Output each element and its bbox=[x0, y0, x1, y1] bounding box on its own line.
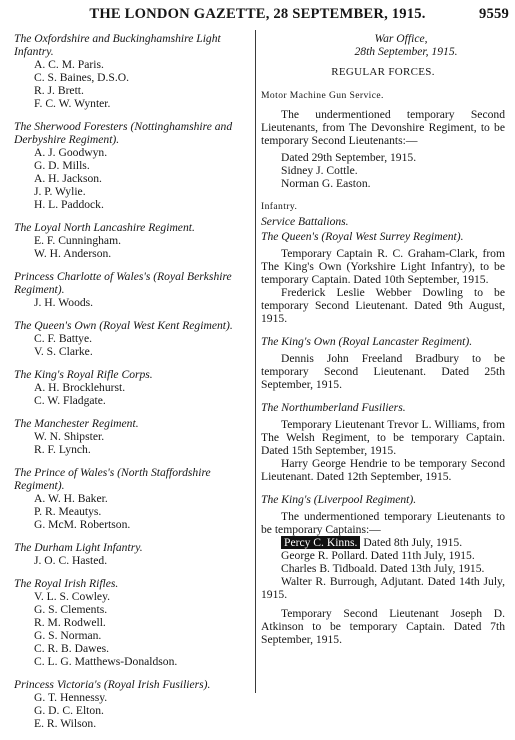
regiment-block bbox=[14, 368, 250, 407]
notice-dated: Dated 8th July, 1915. bbox=[363, 536, 463, 549]
office-line: War Office, bbox=[374, 32, 428, 45]
officer-name: A. J. Goodwyn. bbox=[34, 146, 108, 159]
regiment-heading: The Sherwood Foresters (Nottinghamshire and Derbyshire Regiment). bbox=[14, 120, 233, 146]
officer-name: G. T. Hennessy. bbox=[34, 691, 108, 704]
regiment-heading: The King's (Liverpool Regiment). bbox=[261, 493, 417, 506]
regiment-block bbox=[14, 221, 250, 260]
regiment-block bbox=[14, 678, 250, 730]
officer-name: V. S. Clarke. bbox=[34, 345, 93, 358]
service-battalions-heading: Service Battalions. bbox=[261, 215, 349, 228]
regiment-heading: Princess Charlotte of Wales's (Royal Berkshire Regiment). bbox=[14, 270, 232, 296]
notice-paragraph bbox=[261, 536, 505, 549]
column-divider bbox=[255, 30, 256, 693]
officer-name: G. D. C. Elton. bbox=[34, 704, 104, 717]
officer-name: V. L. S. Cowley. bbox=[34, 590, 111, 603]
notice-paragraph: Dennis John Freeland Bradbury to be temporary Second Lieutenant. Dated 25th September, 1915. bbox=[261, 352, 505, 391]
officer-name: R. M. Rodwell. bbox=[34, 616, 106, 629]
officer-name: P. R. Meautys. bbox=[34, 505, 102, 518]
regiment-heading: The Royal Irish Rifles. bbox=[14, 577, 119, 590]
highlighted-name: Percy C. Kinns. bbox=[281, 536, 360, 549]
notice-paragraph: Frederick Leslie Webber Dowling to be temporary Second Lieutenant. Dated 9th August, 1915. bbox=[261, 286, 505, 325]
left-column bbox=[14, 32, 250, 740]
regiment-block bbox=[14, 577, 250, 668]
page-header bbox=[0, 6, 515, 26]
regiment-block bbox=[14, 319, 250, 358]
notice-dated: Dated 29th September, 1915. bbox=[281, 151, 417, 164]
regiment-heading: The Durham Light Infantry. bbox=[14, 541, 143, 554]
regiment-heading: The King's Own (Royal Lancaster Regiment). bbox=[261, 335, 473, 348]
officer-name: C. R. B. Dawes. bbox=[34, 642, 110, 655]
regiment-block bbox=[261, 401, 505, 483]
notice-paragraph: George R. Pollard. Dated 11th July, 1915. bbox=[281, 549, 475, 562]
regiment-block bbox=[14, 417, 250, 456]
officer-name: G. D. Mills. bbox=[34, 159, 90, 172]
officer-name: A. C. M. Paris. bbox=[34, 58, 104, 71]
officer-name: C. F. Battye. bbox=[34, 332, 93, 345]
officer-name: J. O. C. Hasted. bbox=[34, 554, 108, 567]
officer-name: Sidney J. Cottle. bbox=[281, 164, 358, 177]
officer-name: C. W. Fladgate. bbox=[34, 394, 106, 407]
regiment-block bbox=[14, 466, 250, 531]
mmgs-section bbox=[261, 89, 505, 190]
page-number: 9559 bbox=[479, 6, 509, 22]
officer-name: R. F. Lynch. bbox=[34, 443, 91, 456]
office-date: 28th September, 1915. bbox=[354, 45, 458, 58]
officer-name: E. R. Wilson. bbox=[34, 717, 97, 730]
regiment-heading: The Oxfordshire and Buckinghamshire Light Infantry. bbox=[14, 32, 221, 58]
officer-name: F. C. W. Wynter. bbox=[34, 97, 111, 110]
officer-name: C. L. G. Matthews-Donaldson. bbox=[34, 655, 178, 668]
notice-paragraph: Walter R. Burrough, Adjutant. Dated 14th July, 1915. bbox=[261, 575, 505, 601]
officer-name: W. H. Anderson. bbox=[34, 247, 112, 260]
regiment-heading: The Manchester Regiment. bbox=[14, 417, 139, 430]
regiment-block bbox=[14, 541, 250, 567]
officer-name: G. S. Norman. bbox=[34, 629, 102, 642]
officer-name: G. S. Clements. bbox=[34, 603, 108, 616]
notice-paragraph: Temporary Captain R. C. Graham-Clark, from The King's Own (Yorkshire Light Infantry), to be temporary Captain. Dated 10th September, 1915. bbox=[261, 247, 505, 286]
officer-name: R. J. Brett. bbox=[34, 84, 84, 97]
regiment-heading: The King's Royal Rifle Corps. bbox=[14, 368, 153, 381]
regiment-block bbox=[14, 270, 250, 309]
gazette-title: THE LONDON GAZETTE, 28 SEPTEMBER, 1915. bbox=[89, 6, 426, 22]
regiment-heading: The Loyal North Lancashire Regiment. bbox=[14, 221, 195, 234]
officer-name: A. H. Jackson. bbox=[34, 172, 102, 185]
regiment-heading: Princess Victoria's (Royal Irish Fusiliers). bbox=[14, 678, 211, 691]
officer-name: W. N. Shipster. bbox=[34, 430, 105, 443]
regiment-block bbox=[14, 120, 250, 211]
notice-paragraph: Temporary Lieutenant Trevor L. Williams, from The Welsh Regiment, to be temporary Captain. Dated 15th September, 1915. bbox=[261, 418, 505, 457]
officer-name: A. W. H. Baker. bbox=[34, 492, 108, 505]
notice-paragraph: Charles B. Tidboald. Dated 13th July, 1915. bbox=[281, 562, 485, 575]
officer-name: E. F. Cunningham. bbox=[34, 234, 121, 247]
regiment-heading: The Queen's Own (Royal West Kent Regiment). bbox=[14, 319, 233, 332]
officer-name: J. P. Wylie. bbox=[34, 185, 86, 198]
section-heading: Motor Machine Gun Service. bbox=[261, 90, 384, 101]
officer-name: Norman G. Easton. bbox=[281, 177, 371, 190]
regiment-block bbox=[14, 32, 250, 110]
notice-paragraph: Temporary Second Lieutenant Joseph D. Atkinson to be temporary Captain. Dated 7th September, 1915. bbox=[261, 607, 505, 646]
notice-paragraph: Harry George Hendrie to be temporary Second Lieutenant. Dated 12th September, 1915. bbox=[261, 457, 505, 483]
infantry-heading: Infantry. bbox=[261, 201, 298, 212]
regiment-block bbox=[261, 230, 505, 325]
right-column bbox=[261, 32, 505, 656]
officer-name: H. L. Paddock. bbox=[34, 198, 104, 211]
regular-forces-title: REGULAR FORCES. bbox=[331, 66, 435, 78]
officer-name: J. H. Woods. bbox=[34, 296, 94, 309]
notice-paragraph: The undermentioned temporary Lieutenants to be temporary Captains:— bbox=[261, 510, 505, 536]
regiment-block bbox=[261, 335, 505, 391]
notice-paragraph: The undermentioned temporary Second Lieutenants, from The Devonshire Regiment, to be temporary Second Lieutenants:— bbox=[261, 108, 505, 147]
regiment-heading: The Northumberland Fusiliers. bbox=[261, 401, 406, 414]
officer-name: A. H. Brocklehurst. bbox=[34, 381, 126, 394]
regiment-heading: The Prince of Wales's (North Staffordshire Regiment). bbox=[14, 466, 211, 492]
officer-name: G. McM. Robertson. bbox=[34, 518, 131, 531]
regiment-block bbox=[261, 493, 505, 646]
officer-name: C. S. Baines, D.S.O. bbox=[34, 71, 130, 84]
regiment-heading: The Queen's (Royal West Surrey Regiment). bbox=[261, 230, 464, 243]
